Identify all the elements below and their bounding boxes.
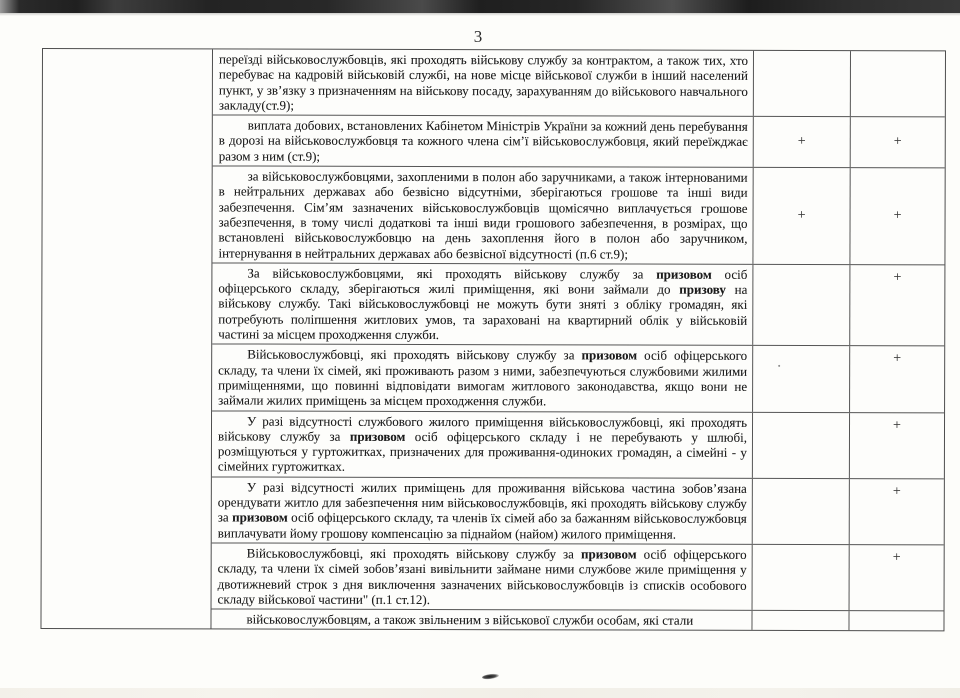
text-segment: переїзді військовослужбовців, які проходять військову службу за контрактом, а також тих, хто перебуває на кадровій військовій службі, на нове місце військової служби в інший населений пункт, у зв’язку з призначенням на військову посаду, зарахуванням до військового навчального закладу(ст.9); (218, 51, 748, 113)
mark-cell (849, 346, 944, 411)
scan-speck (778, 365, 780, 367)
mark-cell (752, 412, 849, 477)
text-segment: У разі відсутності службового жилого приміщення військовослужбовці, які проходять військову службу за (217, 413, 748, 444)
mark-cell (849, 413, 944, 478)
table-rows (211, 49, 945, 630)
row-text (212, 263, 752, 345)
plus-mark: + (893, 208, 902, 224)
bold-text-segment: призовом (232, 509, 288, 525)
row-text (212, 477, 752, 544)
plus-mark: + (893, 351, 902, 367)
mark-cell (850, 117, 945, 167)
table-row (212, 345, 944, 413)
table-row (213, 116, 945, 169)
bold-text-segment: призовом (581, 347, 638, 363)
row-text (213, 116, 753, 167)
mark-cell (751, 611, 848, 631)
mark-cell (753, 117, 850, 167)
row-text (212, 411, 752, 478)
text-segment: військовослужбовцям, а також звільненим з військової служби особам, які стали (246, 611, 694, 628)
plus-mark: + (893, 134, 902, 150)
plus-mark: + (797, 207, 806, 223)
document-table (40, 48, 946, 632)
text-segment: осіб офіцерського складу і не перебувають у шлюбі, розміщуються у гуртожитках, призначених для проживання-одиноких громадян, а сімейні - у сімейних гуртожитках. (217, 428, 748, 475)
table-row (212, 167, 944, 266)
text-segment: осіб офіцерського складу, та членів їх сімей або за бажанням військовослужбовця виплачувати йому грошову компенсацію за піднайом (найом) жилого приміщення. (217, 509, 747, 542)
mark-cell (752, 168, 849, 264)
plus-mark: + (892, 550, 901, 566)
table-row (211, 610, 943, 631)
bold-text-segment: призовом (349, 428, 406, 444)
mark-cell (752, 545, 849, 610)
page-number: 3 (473, 27, 483, 46)
text-segment: У разі відсутності жилих приміщень для проживання військова частина зобов’язана орендувати житло для забезпечення ним військовослужбовців, які проходять військову службу за (217, 479, 747, 525)
text-segment: осіб офіцерського складу, зберігаються жилі приміщення, які вони займали до (218, 266, 748, 297)
mark-cell (849, 479, 944, 544)
row-text (212, 543, 752, 610)
text-segment: осіб офіцерського складу, та члени їх сімей зобов’язані вивільнити займане ними службове жиле приміщення у двотижневий строк з дня виключення зазначених військовослужбовців із списків особового складу військової частини" (п.1 ст.12). (217, 546, 747, 607)
table-left-column-empty (41, 49, 213, 629)
row-text (211, 610, 751, 631)
mark-cell (752, 346, 849, 411)
row-text (213, 49, 753, 116)
mark-cell (752, 265, 849, 346)
ink-smudge (482, 673, 499, 680)
mark-cell (752, 479, 849, 544)
row-text (212, 167, 752, 264)
mark-cell (849, 265, 944, 346)
text-segment: осіб офіцерського складу, та члени їх сімей, які проживають разом з ними, забезпечуються службовими жилими приміщеннями, що повинні відповідати вимогам житлового законодавства, якщо вони не займали жилих приміщень за місцем проходження служби. (218, 347, 748, 409)
table-row (212, 263, 944, 346)
table-row (212, 411, 944, 479)
row-text (212, 345, 752, 412)
text-segment: Військовослужбовці, які проходять військову службу за (247, 346, 582, 363)
plus-mark: + (892, 483, 901, 499)
plus-mark: + (893, 417, 901, 433)
scan-bottom-edge (0, 688, 960, 698)
text-segment: За військовослужбовцями, які проходять військову службу за (247, 265, 657, 282)
mark-cell (848, 611, 943, 631)
table-row (212, 543, 944, 611)
text-segment: за військовослужбовцями, захопленими в полон або заручниками, а також інтернованими в нейтральних державах або безвісно відсутніми, зберігаються грошове та інші види забезпечення. Сім’ям зазначених військовослужбовців щомісячно виплачується грошове забезпечення, в тому числі додаткові та інші види грошового забезпечення, в розмірах, що встановлені військовослужбовцю на день захоплення його в полон або заручником, інтернування в нейтральних державах або безвісної відсутності (п.6 ст.9); (218, 168, 748, 262)
mark-cell (849, 545, 944, 610)
table-row (212, 477, 944, 545)
text-segment: Військовослужбовці, які проходять військову службу за (246, 545, 582, 562)
bold-text-segment: призову (679, 281, 726, 297)
mark-cell (850, 51, 945, 116)
text-segment: виплата добових, встановлених Кабінетом Міністрів України за кожний день перебування в дорозі на військовослужбовця та кожного члена сім’ї військовослужбовця, який переїжджає разом з ним (ст.9); (218, 117, 748, 164)
table-row (213, 49, 945, 117)
mark-cell (849, 168, 944, 264)
bold-text-segment: призовом (581, 546, 637, 562)
bold-text-segment: призовом (656, 266, 712, 282)
plus-mark: + (893, 270, 902, 286)
plus-mark: + (797, 134, 806, 150)
mark-cell (753, 51, 850, 116)
text-segment: на військову службу. Такі військовослужбовці не можуть бути зняті з обліку громадян, які потребують поліпшення житлових умов, та зараховані на квартирний облік у військовій частині за місцем проходження служби. (218, 281, 748, 343)
scan-edge-strip (0, 0, 960, 13)
